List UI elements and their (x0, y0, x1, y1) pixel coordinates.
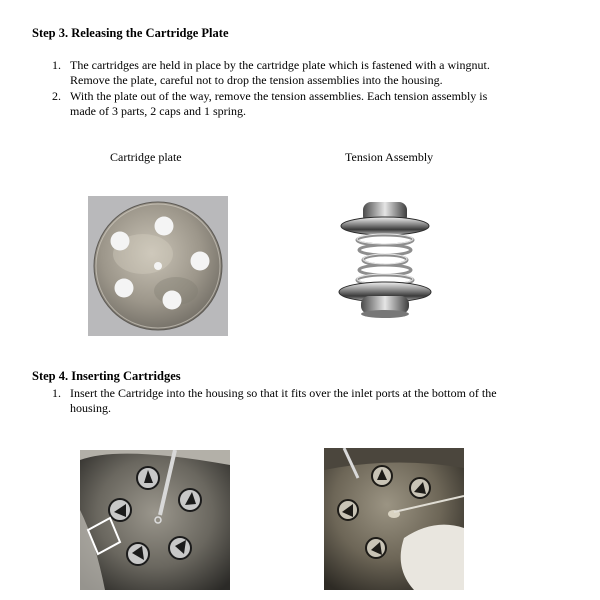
list-number: 1. (52, 386, 61, 400)
list-number: 2. (52, 89, 61, 103)
housing-photo-right (324, 448, 464, 590)
step3-heading: Step 3. Releasing the Cartridge Plate (32, 26, 229, 40)
list-text-line: made of 3 parts, 2 caps and 1 spring. (70, 104, 246, 118)
step4-heading: Step 4. Inserting Cartridges (32, 369, 181, 383)
list-text-line: The cartridges are held in place by the cartridge plate which is fastened with a wingnut. (70, 58, 490, 72)
list-number: 1. (52, 58, 61, 72)
list-text-line: Insert the Cartridge into the housing so that it fits over the inlet ports at the bottom of the (70, 386, 497, 400)
tension-assembly-caption: Tension Assembly (345, 150, 434, 164)
cartridge-plate-caption: Cartridge plate (110, 150, 182, 164)
list-text-line: With the plate out of the way, remove the tension assemblies. Each tension assembly is (70, 89, 488, 103)
list-text-line: housing. (70, 401, 112, 415)
tension-assembly-image (325, 196, 445, 326)
cartridge-plate-image (88, 196, 228, 336)
housing-photo-left (80, 450, 230, 590)
list-text-line: Remove the plate, careful not to drop the tension assemblies into the housing. (70, 73, 443, 87)
